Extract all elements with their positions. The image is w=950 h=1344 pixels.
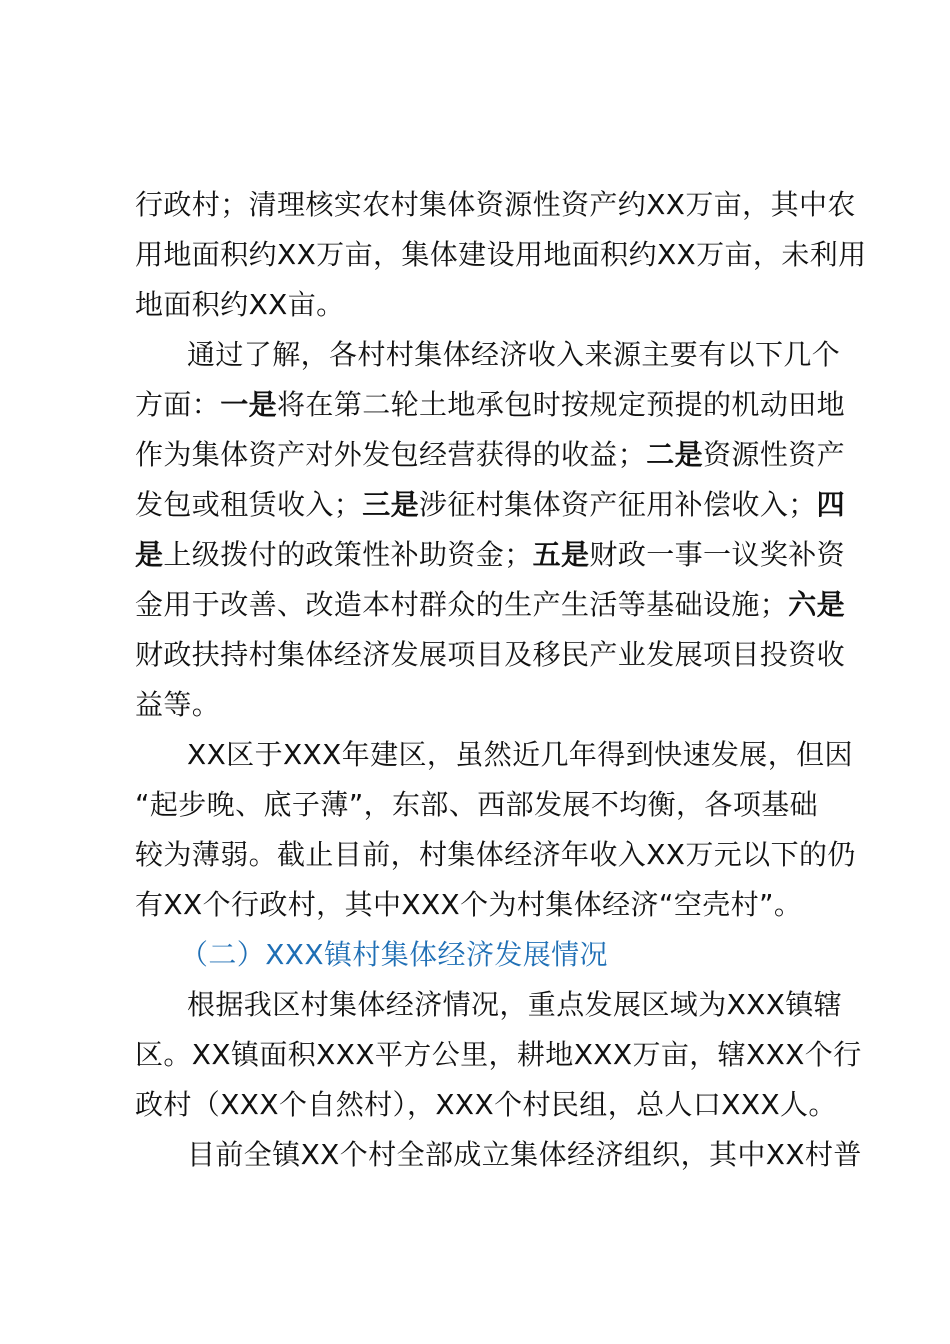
text-span: 将在第二轮土地承包时按规定预提的机动田地	[277, 388, 846, 421]
paragraph-line	[135, 680, 855, 730]
paragraph-line	[187, 980, 855, 1030]
bold-label: 是	[135, 538, 164, 571]
bold-label: 一是	[220, 388, 278, 421]
text-span: 涉征村集体资产征用补偿收入；	[419, 488, 817, 521]
paragraph-line	[135, 780, 855, 830]
paragraph-line	[135, 880, 855, 930]
text-span: 方面：	[135, 388, 221, 421]
text-span: XX区于XXX年建区，虽然近几年得到快速发展，但因	[187, 738, 853, 771]
text-span: 区。XX镇面积XXX平方公里，耕地XXX万亩，辖XXX个行	[135, 1038, 862, 1071]
paragraph-line	[135, 430, 855, 480]
heading-text: （二）XXX镇村集体经济发展情况	[180, 938, 608, 971]
text-span: 财政扶持村集体经济发展项目及移民产业发展项目投资收	[135, 638, 846, 671]
bold-label: 五是	[532, 538, 590, 571]
paragraph-line	[135, 380, 855, 430]
text-span: 根据我区村集体经济情况，重点发展区域为XXX镇辖	[187, 988, 843, 1021]
paragraph-line	[135, 480, 855, 530]
text-span: 发包或租赁收入；	[135, 488, 363, 521]
text-span: “起步晚、底子薄”，东部、西部发展不均衡，各项基础	[135, 788, 819, 821]
text-span: 财政一事一议奖补资	[589, 538, 846, 571]
bold-label: 六是	[788, 588, 846, 621]
bold-label: 四	[816, 488, 846, 521]
text-span: 上级拨付的政策性补助资金；	[163, 538, 533, 571]
paragraph-line	[135, 1080, 855, 1130]
text-span: 作为集体资产对外发包经营获得的收益；	[135, 438, 647, 471]
paragraph-line	[187, 730, 855, 780]
paragraph-line	[135, 580, 855, 630]
paragraph-line	[135, 180, 855, 230]
text-span: 行政村；清理核实农村集体资源性资产约XX万亩，其中农	[135, 188, 856, 221]
paragraph-line	[135, 230, 867, 280]
bold-label: 二是	[646, 438, 704, 471]
paragraph-line	[135, 280, 855, 330]
text-span: 益等。	[135, 688, 221, 721]
text-span: 通过了解，各村村集体经济收入来源主要有以下几个	[187, 338, 841, 371]
section-heading	[180, 930, 900, 980]
text-span: 政村（XXX个自然村），XXX个村民组，总人口XXX人。	[135, 1088, 837, 1121]
text-span: 目前全镇XX个村全部成立集体经济组织，其中XX村普	[187, 1138, 862, 1171]
paragraph-line	[135, 630, 855, 680]
paragraph-line	[187, 1130, 862, 1180]
text-span: 用地面积约XX万亩，集体建设用地面积约XX万亩，未利用	[135, 238, 867, 271]
paragraph-line	[187, 330, 855, 380]
paragraph-line	[135, 1030, 862, 1080]
text-span: 有XX个行政村，其中XXX个为村集体经济“空壳村”。	[135, 888, 803, 921]
bold-label: 三是	[362, 488, 420, 521]
paragraph-line	[135, 530, 855, 580]
text-span: 资源性资产	[703, 438, 846, 471]
text-span: 地面积约XX亩。	[135, 288, 345, 321]
text-span: 较为薄弱。截止目前，村集体经济年收入XX万元以下的仍	[135, 838, 856, 871]
paragraph-line	[135, 830, 855, 880]
text-span: 金用于改善、改造本村群众的生产生活等基础设施；	[135, 588, 789, 621]
